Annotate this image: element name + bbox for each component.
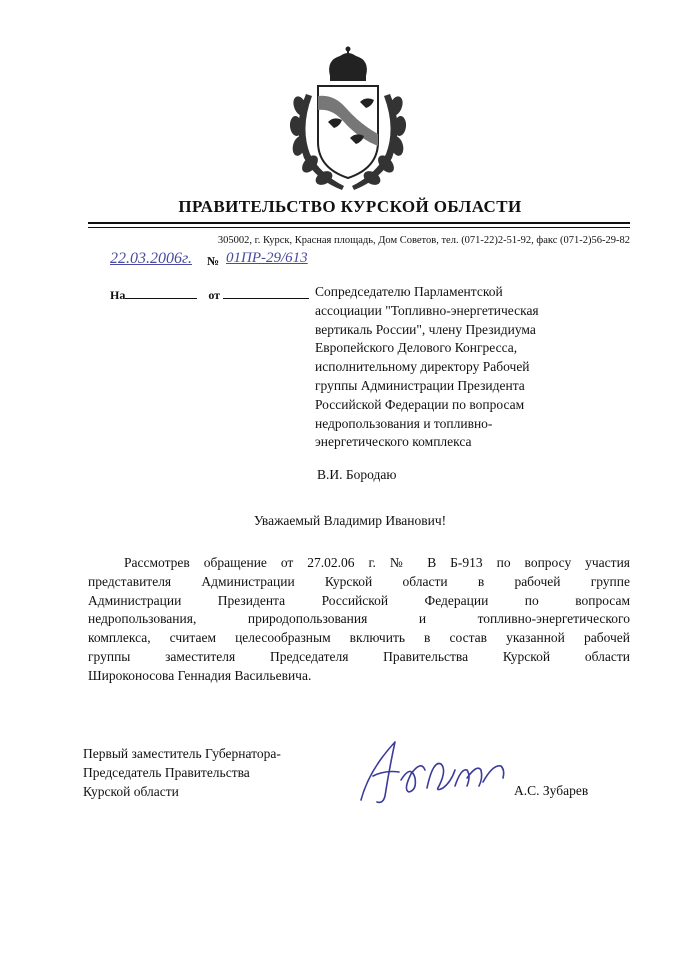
- header-rule-thick: [88, 222, 630, 224]
- addressee-line: энергетического комплекса: [315, 434, 472, 450]
- addressee-block: [315, 283, 615, 452]
- signer-position-line: Первый заместитель Губернатора-: [83, 746, 281, 761]
- na-blank: [125, 287, 197, 299]
- addressee-line: исполнительному директору Рабочей: [315, 359, 530, 375]
- body-line: группы заместителя Председателя Правительства Курской области: [88, 648, 630, 664]
- addressee-line: ассоциации "Топливно-энергетическая: [315, 302, 539, 318]
- body-line: Рассмотрев обращение от 27.02.06 г. № В Б-913 по вопросу участия: [124, 555, 630, 570]
- number-label: №: [207, 254, 220, 268]
- body-line: Широконосова Геннадия Васильевича.: [88, 667, 312, 683]
- crown-icon: [329, 47, 367, 82]
- coat-of-arms-emblem: [286, 46, 410, 194]
- addressee-line: группы Администрации Президента: [315, 377, 525, 393]
- organization-title: ПРАВИТЕЛЬСТВО КУРСКОЙ ОБЛАСТИ: [178, 197, 522, 216]
- reference-line: [110, 287, 309, 303]
- signature-strokes: [361, 742, 504, 802]
- ot-label: от: [208, 288, 221, 302]
- handwritten-outgoing-number: 01ПР-29/613: [226, 250, 308, 266]
- addressee-line: вертикаль России", члену Президиума: [315, 321, 536, 337]
- handwritten-date: 22.03.2006г.: [110, 250, 193, 267]
- addressee-name: В.И. Бородаю: [317, 467, 397, 482]
- handwritten-signature: [355, 730, 525, 820]
- organization-address: 305002, г. Курск, Красная площадь, Дом Советов, тел. (071-22)2-51-92, факс (071-2)56-29-82: [217, 235, 630, 246]
- na-label: На: [110, 288, 126, 302]
- signer-position-line: Курской области: [83, 783, 179, 799]
- signer-position-line: Председатель Правительства: [83, 764, 250, 780]
- body-line: недропользования, природопользования и топливно-энергетического: [88, 611, 630, 627]
- addressee-line: Европейского Делового Конгресса,: [315, 340, 518, 356]
- addressee-line: недропользования и топливно-: [315, 415, 493, 431]
- body-line: Администрации Президента Российской Федерации по вопросам: [88, 592, 630, 608]
- addressee-line: Сопредседателю Парламентской: [315, 284, 503, 299]
- salutation: Уважаемый Владимир Иванович!: [253, 513, 447, 528]
- body-line: комплекса, считаем целесообразным включить в состав указанной рабочей: [88, 630, 630, 646]
- signer-position: [83, 745, 281, 801]
- ot-blank: [223, 287, 309, 299]
- body-line: представителя Администрации Курской области в рабочей группе: [88, 573, 630, 589]
- signer-name: А.С. Зубарев: [514, 783, 589, 798]
- addressee-line: Российской Федерации по вопросам: [315, 396, 525, 412]
- letter-body: [88, 554, 630, 686]
- header-rule-thin: [88, 227, 630, 228]
- shield-icon: [318, 86, 378, 178]
